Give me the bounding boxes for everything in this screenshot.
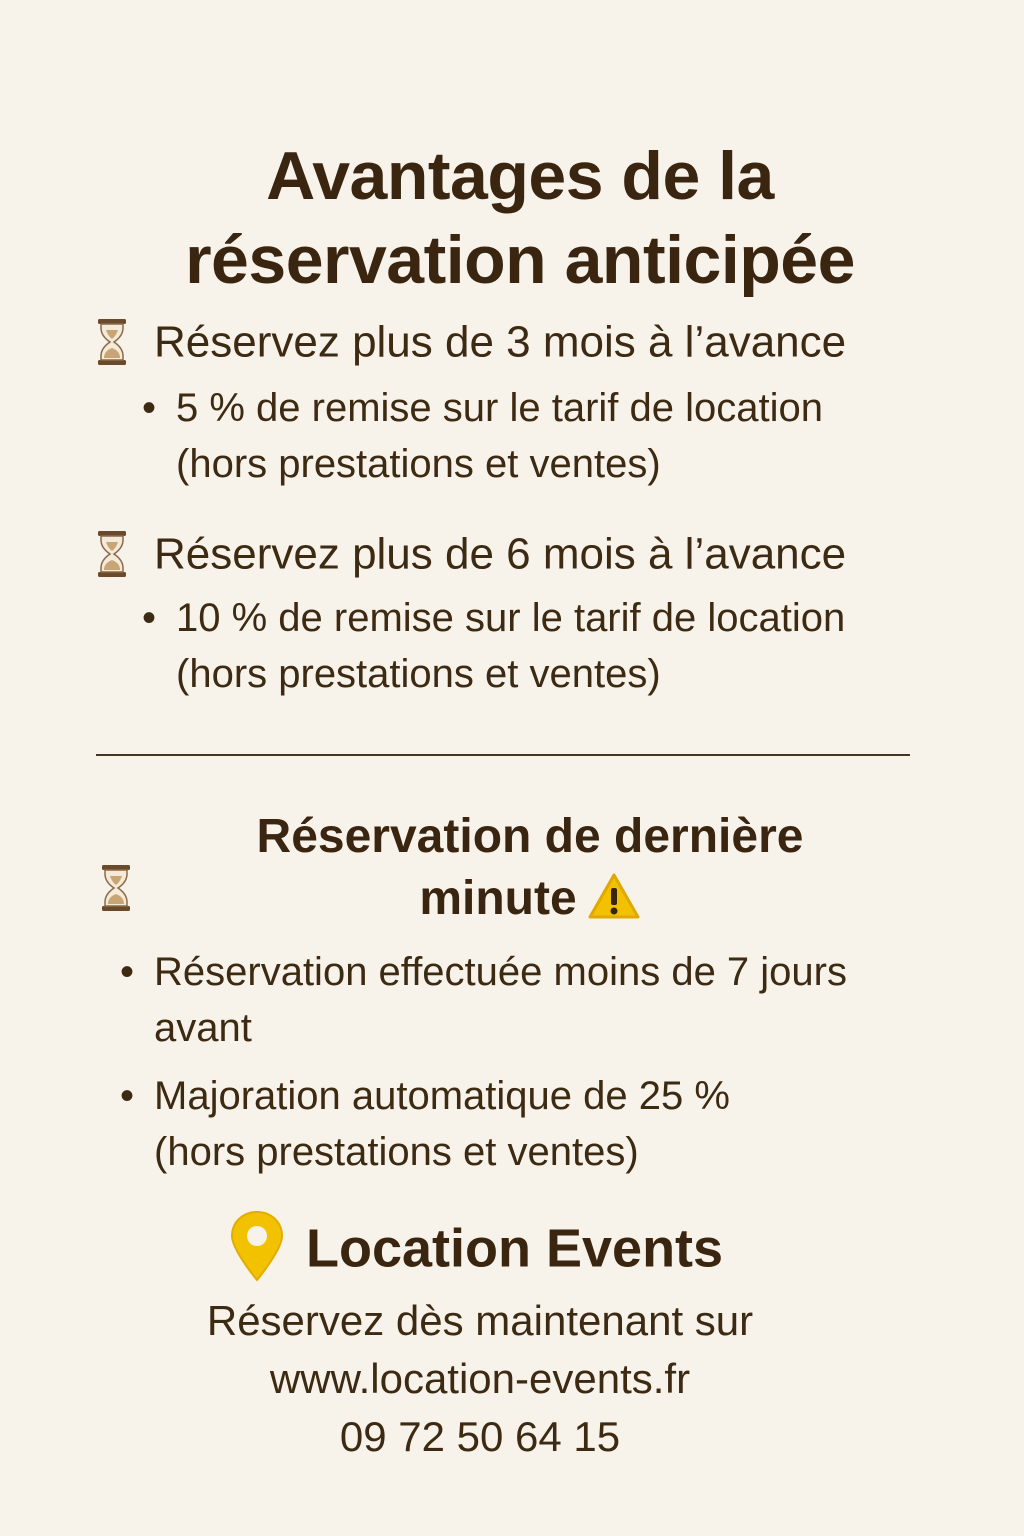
bullet-dot: • [142,386,157,430]
tier-bullet-line-1: 10 % de remise sur le tarif de location [176,596,846,640]
bullet-dot: • [120,1074,135,1118]
location-pin-icon [226,1210,288,1287]
last-minute-bullet-2 [120,1068,730,1180]
phone-number[interactable]: 09 72 50 64 15 [339,1413,621,1460]
brand-name: Location Events [306,1218,724,1279]
brand [226,1210,723,1287]
tier-bullet-6-months [142,590,846,702]
last-minute-bullet-line-2: avant [154,1006,252,1050]
tier-bullet-line-1: 5 % de remise sur le tarif de location [176,386,823,430]
bullet-dot: • [120,950,135,994]
last-minute-bullet-1 [120,944,847,1056]
title-line-1: Avantages de la [266,137,774,214]
tier-heading-text: Réservez plus de 3 mois à l’avance [154,317,847,367]
bullet-dot: • [142,596,157,640]
last-minute-bullet-line-1: Réservation effectuée moins de 7 jours [154,950,847,994]
website-link[interactable]: www.location-events.fr [269,1355,691,1402]
tier-heading-3-months [92,314,846,368]
title-line-2: réservation anticipée [185,221,855,298]
tier-bullet-3-months [142,380,823,492]
hourglass-icon [96,862,136,914]
hourglass-icon [92,318,132,366]
tier-heading-6-months [92,526,846,580]
last-minute-bullet-line-2: (hors prestations et ventes) [154,1130,639,1174]
hourglass-icon [92,530,132,578]
last-minute-title-line-2 [190,868,870,936]
last-minute-title [190,806,870,936]
contact-cta: Réservez dès maintenant sur [206,1297,754,1344]
contact-block [80,1292,880,1466]
tier-heading-text: Réservez plus de 6 mois à l’avance [154,529,847,579]
last-minute-bullet-line-1: Majoration automatique de 25 % [154,1074,730,1118]
last-minute-title-word: minute [419,872,577,925]
last-minute-title-line-1: Réservation de dernière [256,810,804,863]
page-title [40,134,1000,302]
tier-bullet-line-2: (hors prestations et ventes) [176,652,661,696]
warning-icon [587,872,641,936]
section-divider [96,754,910,756]
tier-bullet-line-2: (hors prestations et ventes) [176,442,661,486]
